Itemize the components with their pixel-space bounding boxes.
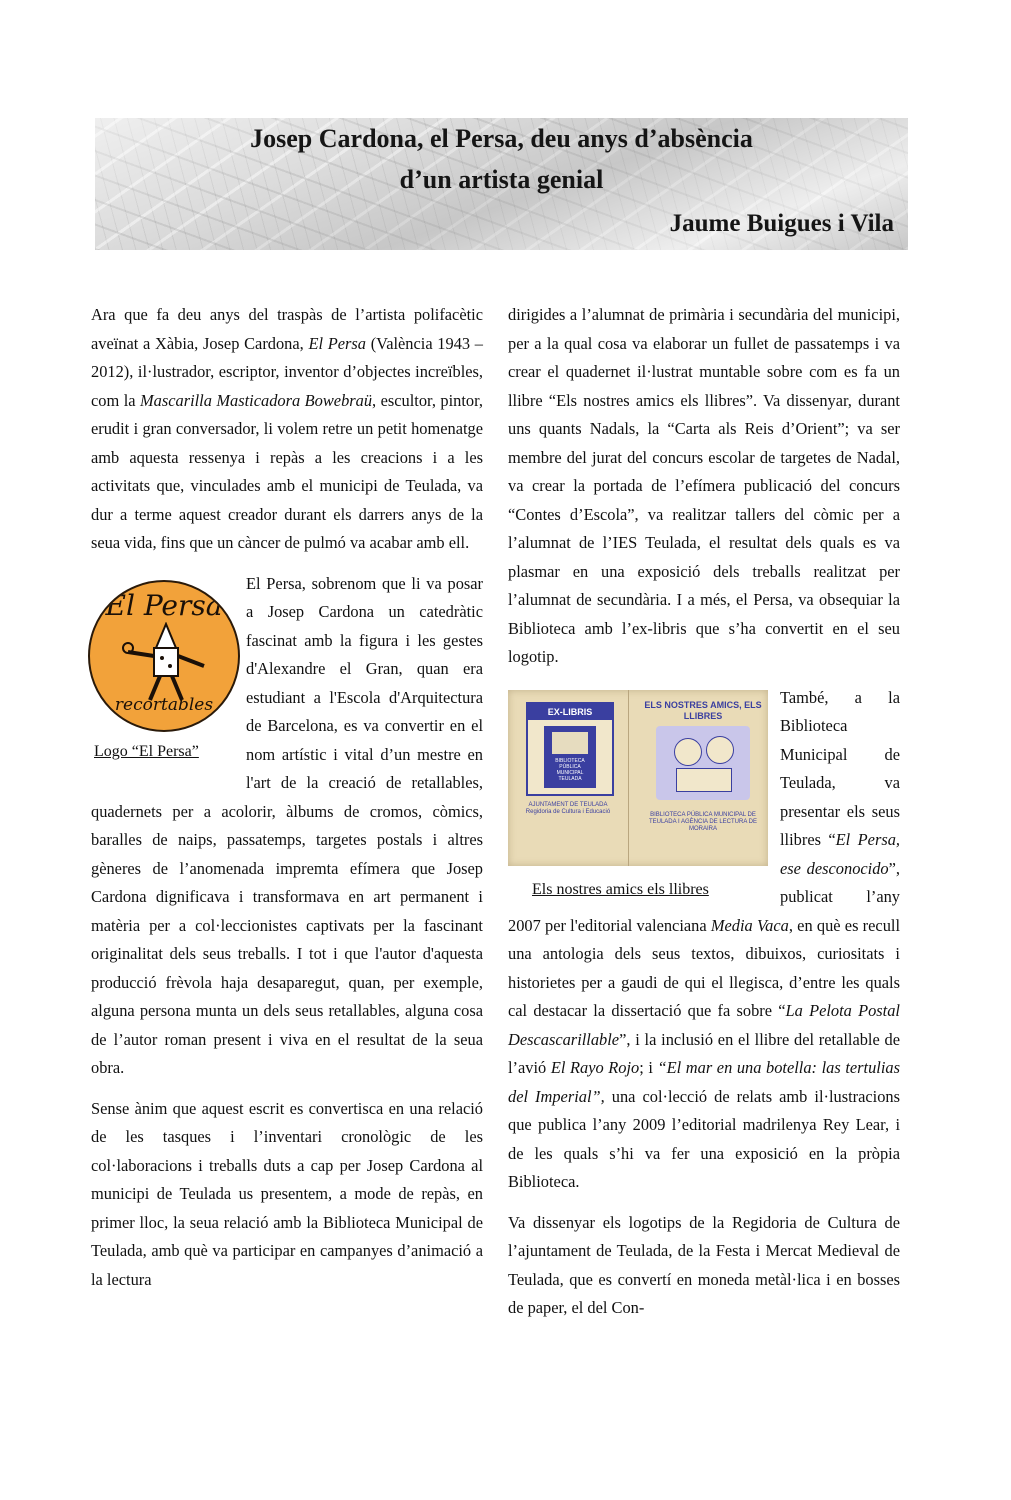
text-run: una col·lecció de relats amb il·lustracions que publica l’any 2009 l’editorial madrilenya Rey Lear, i de les quals s’hi va fer una exposició en la pròpia Biblioteca. bbox=[508, 1086, 900, 1191]
child-head-icon bbox=[674, 738, 702, 766]
text-run: El Persa, sobrenom que li va posar a Josep Cardona un catedràtic fascinat amb la figura i les gestes d'Alexandre el Gran, quan era estudiant a l'Escola d'Arquitectura de Barcelona, es va convertir en el nom artístic i vital d’un mestre en l'art de la creació de retallables, quadernets per a acolorir, àlbums de cromos, còmics, baralles de naips, passatemps, targetes postals i altres gèneres de l’anomenada impremta efímera que Josep Cardona dignificava i transformava en art permanent i matèria per a col·leccionistes captivats per la fascinant originalitat dels seus treballs. I tot i que l'autor d'aquesta producció frèvola haja desaparegut, quan, per exemple, alguna persona munta un dels seus retallables, alguna cosa de l’autor roman present i viva en el resultat de la seua obra. bbox=[91, 573, 483, 1077]
logo-text-bottom: recortables bbox=[114, 695, 214, 715]
text-run: Sense ànim que aquest escrit es convertisca en una relació de les tasques i l’inventari cronològic de les col·laboracions i treballs duts a cap per Josep Cardona al municipi de Teulada us presentem, a mode de repàs, en primer lloc, la seua relació amb la Biblioteca Municipal de Teulada, amb què va participar en campanyes d’animació a la lectura bbox=[91, 1098, 483, 1289]
text-run: (València 1943 – 2012), il·lustrador, escriptor, inventor d’objectes increïbles, com la bbox=[91, 333, 484, 410]
article-author: Jaume Buigues i Vila bbox=[669, 210, 894, 237]
book-title: ELS NOSTRES AMICS, ELS LLIBRES bbox=[644, 699, 762, 721]
text-run-italic: El Persa, ese desconocido bbox=[780, 830, 900, 878]
book-illustration bbox=[656, 726, 750, 800]
book-cover-image bbox=[508, 690, 768, 866]
paragraph bbox=[508, 684, 900, 1197]
text-run-italic: El Persa bbox=[308, 333, 366, 353]
logo-text-top: El Persa bbox=[105, 588, 223, 622]
text-run: ; i bbox=[639, 1058, 658, 1077]
article-title-line-2: d’un artista genial bbox=[399, 165, 604, 194]
paragraph bbox=[508, 301, 900, 672]
book-publisher-text: BIBLIOTECA PÚBLICA MUNICIPAL DE TEULADA I AGÈNCIA DE LECTURA DE MORAIRA bbox=[648, 811, 758, 832]
paragraph bbox=[91, 1095, 483, 1295]
paragraph bbox=[508, 1209, 900, 1323]
text-run-italic: La Pelota Postal Descascarillable bbox=[508, 1001, 900, 1049]
text-run: Va dissenyar els logotips de la Regidoria de Cultura de l’ajuntament de Teulada, de la Festa i Mercat Medieval de Teulada, que es convertí en moneda metàl·lica i en bosses de paper, el del Con- bbox=[508, 1212, 900, 1317]
title-banner bbox=[95, 118, 908, 250]
exlibris-emblem bbox=[544, 726, 596, 788]
logo-caption: Logo “El Persa” bbox=[94, 742, 199, 760]
text-run: També, a la Biblioteca Municipal de Teulada, va presentar els seus llibres “ bbox=[780, 687, 900, 849]
open-book-icon bbox=[552, 732, 588, 754]
text-run-italic: El Rayo Rojo bbox=[550, 1058, 640, 1077]
text-run: ”, publicat l’any 2007 per l'editorial valenciana bbox=[508, 858, 900, 935]
exlibris-stamp bbox=[526, 702, 614, 796]
text-run: , escultor, pintor, erudit i gran conversador, li volem retre un petit homenatge amb aquesta ressenya i repàs a les creacions i a les activitats que, vinculades amb el municipi de Teulada, va dur a terme aquest creador durant els darrers anys de la seua vida, fins que un càncer de pulmó va acabar amb ell. bbox=[91, 390, 483, 552]
open-book-icon bbox=[676, 768, 732, 792]
book-caption: Els nostres amics els llibres bbox=[532, 880, 709, 898]
text-run: Ara que fa deu anys del traspàs de l’artista polifacètic aveïnat a Xàbia, Josep Cardona, bbox=[91, 305, 483, 353]
book-back-cover bbox=[508, 690, 629, 866]
paragraph bbox=[91, 301, 483, 558]
logo-figure-drawing bbox=[120, 622, 212, 702]
text-run-italic: “El mar en una botella: las tertulias del Imperial”, bbox=[508, 1058, 900, 1106]
exlibris-text: BIBLIOTECA PÚBLICA MUNICIPAL TEULADA bbox=[555, 757, 585, 782]
article-title-line-1: Josep Cardona, el Persa, deu anys d’absència bbox=[250, 124, 753, 153]
text-run: ”, i la inclusió en el llibre del retallable de l’avió bbox=[508, 1029, 900, 1077]
text-run-italic: Mascarilla Masticadora Bowebraü bbox=[140, 390, 373, 410]
el-persa-logo-figure bbox=[88, 576, 238, 786]
exlibris-label: EX-LIBRIS bbox=[528, 704, 612, 720]
text-run: dirigides a l’alumnat de primària i secundària del municipi, per a la qual cosa va elaborar un fullet de passatemps i va crear el quadernet il·lustrat muntable sobre com es fa un llibre “Els nostres amics els llibres”. Va dissenyar, durant uns quants Nadals, la “Carta als Reis d’Orient”; va ser membre del jurat del concurs escolar de targetes de Nadal, va crear la portada de l’efímera publicació del concurs “Contes d’Escola”, va realitzar tallers del còmic per a l’alumnat de l’IES Teulada, el resultat dels quals es va plasmar en una exposició dels treballs realitzat per l’alumnat de secundària. I a més, el Persa, va obsequiar la Biblioteca amb l’ex-libris que s’ha convertit en el seu logotip. bbox=[508, 305, 900, 666]
book-front-cover bbox=[638, 690, 768, 866]
text-run-italic: Media Vaca bbox=[710, 915, 789, 935]
child-head-icon bbox=[706, 736, 734, 764]
paragraph bbox=[91, 570, 483, 1083]
ajuntament-text: AJUNTAMENT DE TEULADA Regidoria de Cultura i Educació bbox=[525, 801, 611, 815]
text-run: , en què es recull una antologia dels seus textos, dibuixos, curiositats i historietes per a gaudi de qui el llegisca, d’entre les quals cal destacar la dissertació que fa sobre “ bbox=[508, 915, 900, 1020]
right-column bbox=[508, 301, 900, 1323]
el-persa-logo bbox=[88, 580, 240, 732]
left-column bbox=[91, 301, 483, 1294]
book-cover-figure bbox=[508, 690, 768, 902]
